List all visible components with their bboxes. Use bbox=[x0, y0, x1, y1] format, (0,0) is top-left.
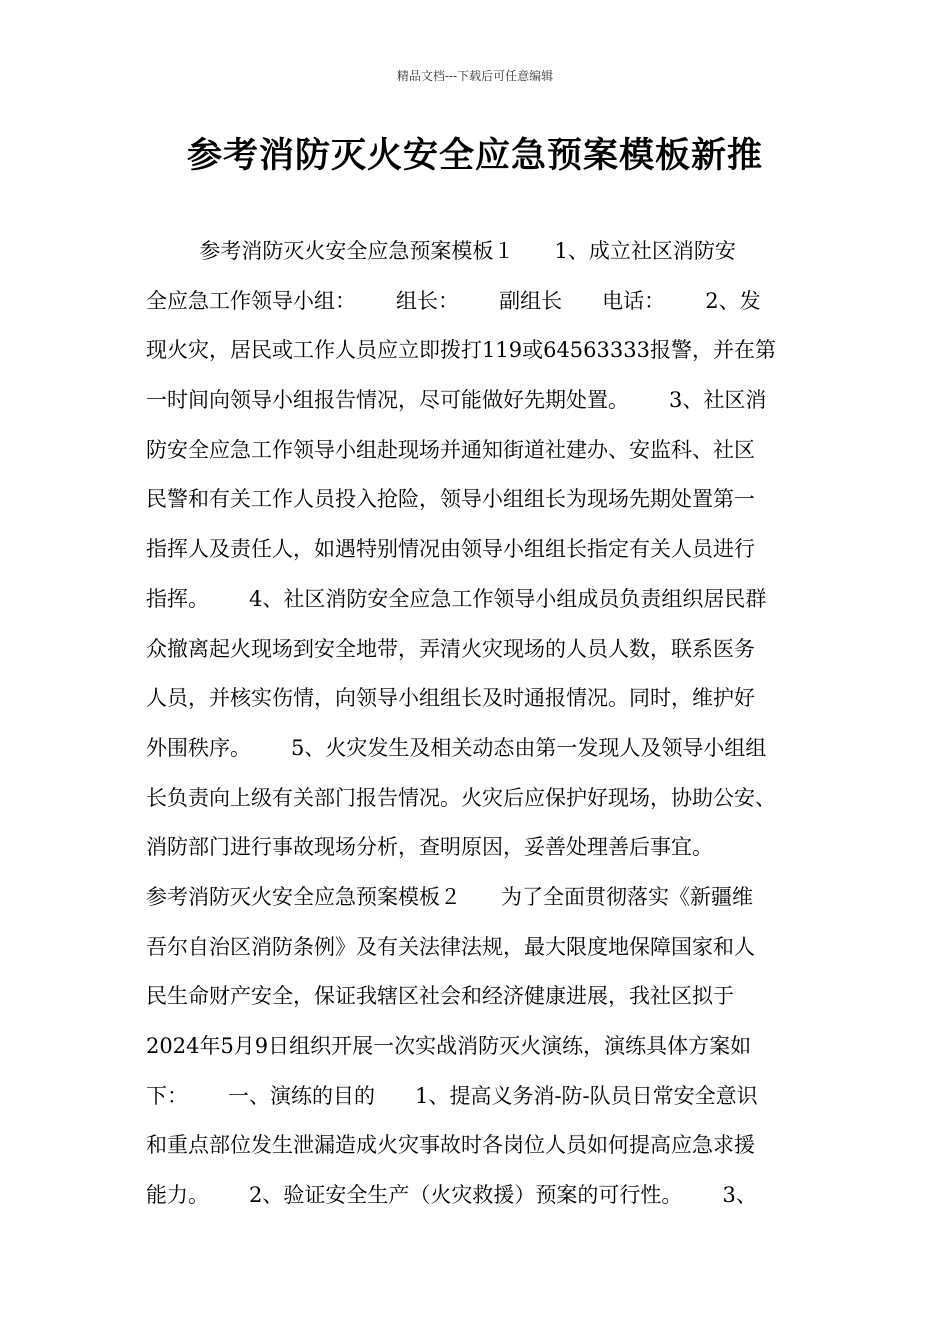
document-title: 参考消防灭火安全应急预案模板新推 bbox=[186, 136, 763, 176]
body-line: 人员，并核实伤情，向领导小组组长及时通报情况。同时，维护好 bbox=[146, 686, 755, 711]
body-line: 现火灾，居民或工作人员应立即拨打119或64563333报警，并在第 bbox=[146, 338, 776, 363]
body-line: 防安全应急工作领导小组赴现场并通知街道社建办、安监科、社区 bbox=[146, 437, 755, 462]
body-line: 吾尔自治区消防条例》及有关法律法规，最大限度地保障国家和人 bbox=[146, 934, 755, 959]
body-line: 指挥。 4、社区消防安全应急工作领导小组成员负责组织居民群 bbox=[146, 586, 767, 611]
body-line: 民警和有关工作人员投入抢险，领导小组组长为现场先期处置第一 bbox=[146, 487, 755, 512]
body-line: 众撤离起火现场到安全地带，弄清火灾现场的人员人数，联系医务 bbox=[146, 636, 755, 661]
body-line: 一时间向领导小组报告情况，尽可能做好先期处置。 3、社区消 bbox=[146, 388, 767, 413]
body-line: 参考消防灭火安全应急预案模板１ 1、成立社区消防安 bbox=[146, 239, 736, 263]
body-line: 全应急工作领导小组： 组长： 副组长 电话： 2、发 bbox=[146, 288, 761, 313]
page-header: 精品文档---下载后可任意编辑 bbox=[396, 69, 554, 83]
body-line: 长负责向上级有关部门报告情况。火灾后应保护好现场，协助公安、 bbox=[146, 785, 776, 810]
body-line: 能力。 2、验证安全生产（火灾救援）预案的可行性。 3、 bbox=[146, 1183, 757, 1208]
body-line: 下： 一、演练的目的 1、提高义务消-防-队员日常安全意识 bbox=[146, 1083, 758, 1108]
body-line: 消防部门进行事故现场分析，查明原因，妥善处理善后事宜。 bbox=[146, 835, 713, 860]
body-line: 指挥人及责任人，如遇特别情况由领导小组组长指定有关人员进行 bbox=[146, 537, 755, 562]
body-line: 参考消防灭火安全应急预案模板２ 为了全面贯彻落实《新疆维 bbox=[146, 884, 754, 909]
body-line: 和重点部位发生泄漏造成火灾事故时各岗位人员如何提高应急求援 bbox=[146, 1133, 755, 1158]
body-line: 民生命财产安全，保证我辖区社会和经济健康进展，我社区拟于 bbox=[146, 984, 734, 1009]
body-line: 外围秩序。 5、火灾发生及相关动态由第一发现人及领导小组组 bbox=[146, 735, 767, 760]
body-line: 2024年5月9日组织开展一次实战消防灭火演练，演练具体方案如 bbox=[146, 1034, 752, 1058]
document-body bbox=[146, 230, 826, 1224]
